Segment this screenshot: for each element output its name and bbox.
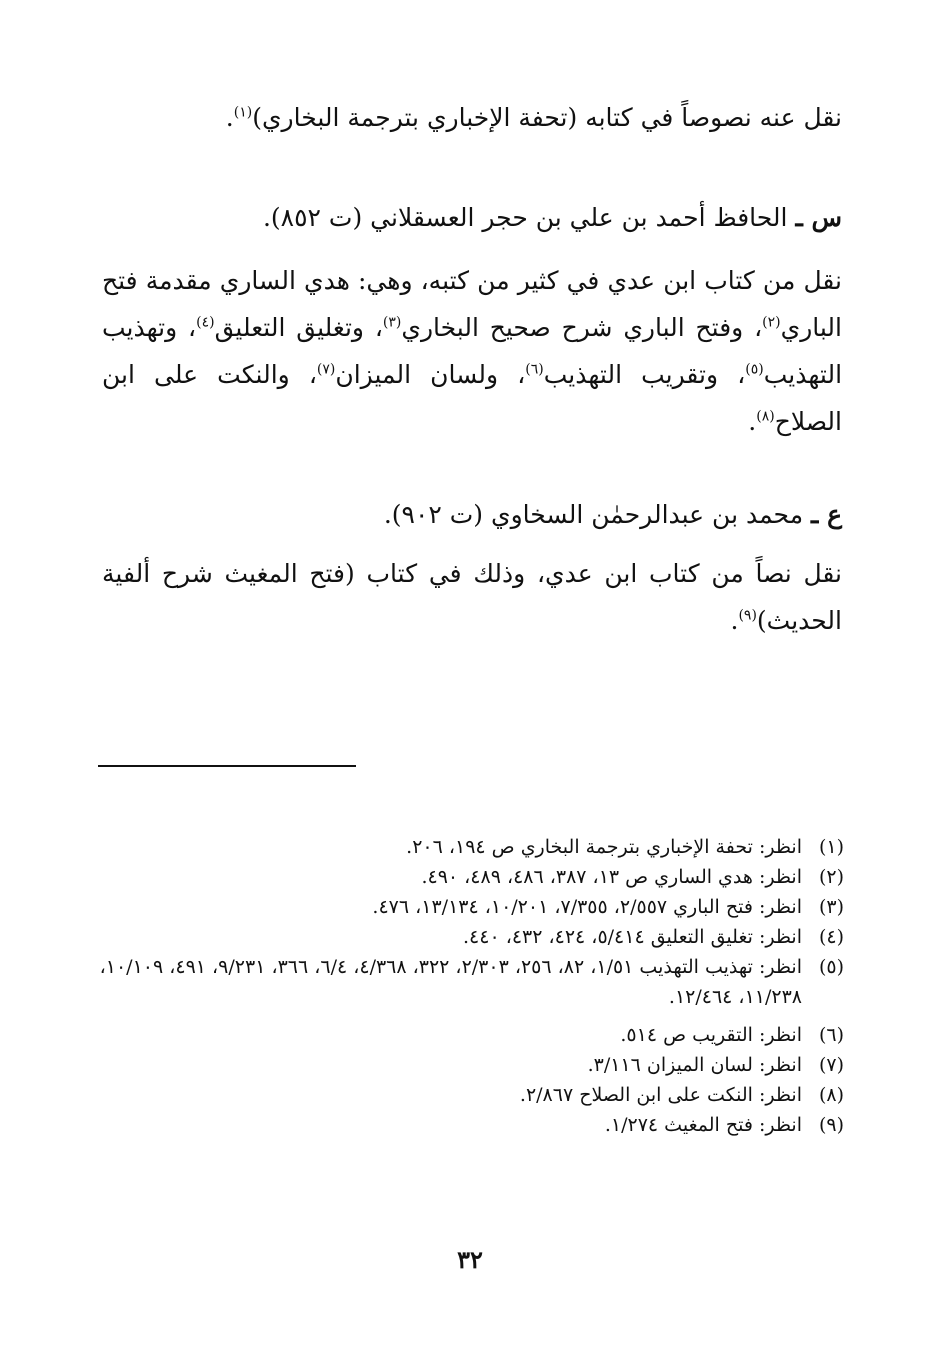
footnote-number: (٢) [818,866,844,888]
heading-ain-title: محمد بن عبدالرحمٰن السخاوي (ت ٩٠٢). [383,500,804,529]
footnote-ref-3[interactable]: (٣) [382,314,402,331]
footnote [99,1110,844,1140]
footnote-text: انظر: التقريب ص ٥١٤. [620,1024,802,1046]
para-sin-text-1: نقل من كتاب ابن عدي في كثير من كتبه، وهي: هدي الساري مقدمة فتح الباري [102,266,842,342]
footnote-text: انظر: النكت على ابن الصلاح ٢/٨٦٧. [519,1084,802,1106]
footnote-number: (٨) [818,1084,844,1106]
footnote-text: انظر: لسان الميزان ٣/١١٦. [587,1054,802,1076]
heading-ain [102,495,842,535]
para-sin-text-7: ، والنكت على ابن الصلاح [102,360,842,436]
heading-sin [102,198,842,238]
footnote-number: (٧) [818,1054,844,1076]
footnote [99,1050,844,1080]
footnote [99,952,844,1012]
para-sin-text-8: . [748,407,757,436]
footnote-number: (٣) [818,896,844,918]
footnote-number: (١) [818,836,844,858]
intro-text: نقل عنه نصوصاً في كتابه (تحفة الإخباري بترجمة البخاري) [252,103,842,132]
footnote-ref-5[interactable]: (٥) [745,361,764,378]
heading-ain-label: ع ـ [811,500,842,529]
para-ain-text-2: . [730,606,739,635]
footnote-ref-4[interactable]: (٤) [196,314,215,331]
footnote-number: (٥) [818,956,844,978]
footnote [99,832,844,862]
footnote-ref-1[interactable]: (١) [233,104,253,121]
footnote-text: انظر: تغليق التعليق ٥/٤١٤، ٤٢٤، ٤٣٢، ٤٤٠. [463,926,802,948]
footnote-number: (٤) [818,926,844,948]
heading-sin-label: س ـ [795,203,842,232]
para-ain-text-1: نقل نصاً من كتاب ابن عدي، وذلك في كتاب (فتح المغيث شرح ألفية الحديث) [102,559,842,635]
footnote-ref-8[interactable]: (٨) [756,408,775,425]
footnote-text: انظر: هدي الساري ص ١٣، ٣٨٧، ٤٨٦، ٤٨٩، ٤٩٠. [421,866,802,888]
footnote [99,1080,844,1110]
para-sin-text-6: ، ولسان الميزان [335,360,526,389]
footnote-text: انظر: تحفة الإخباري بترجمة البخاري ص ١٩٤، ٢٠٦. [406,836,802,858]
intro-end: . [225,103,234,132]
footnote-separator [98,765,356,767]
footnotes [99,832,844,1140]
para-sin-text-2: ، وفتح الباري شرح صحيح البخاري [401,313,763,342]
para-sin-text-3: ، وتغليق التعليق [214,313,383,342]
footnote-ref-7[interactable]: (٧) [316,361,336,378]
footnote [99,862,844,892]
page-number: ٣٢ [457,1245,483,1274]
para-sin-text-4: ، وتهذيب التهذيب [102,313,843,389]
intro-paragraph [102,94,842,141]
para-sin-text-5: ، وتقريب التهذيب [543,360,746,389]
footnote [99,922,844,952]
footnote-text: انظر: فتح المغيث ١/٢٧٤. [604,1114,802,1136]
footnote-ref-9[interactable]: (٩) [738,607,757,624]
footnote-text: انظر: تهذيب التهذيب ١/٥١، ٨٢، ٢٥٦، ٢/٣٠٣، ٣٢٢، ٤/٣٦٨، ٦/٤، ٣٦٦، ٩/٢٣١، ٤٩١، ١٠/١٠٩، ١١/٢٣٨، ١٢/٤٦٤. [99,956,802,1008]
paragraph-sin [102,257,842,445]
footnote-number: (٦) [818,1024,844,1046]
footnote [99,1020,844,1050]
footnote-number: (٩) [818,1114,844,1136]
footnote-ref-2[interactable]: (٢) [762,314,781,331]
paragraph-ain [102,550,842,644]
footnote [99,892,844,922]
footnote-ref-6[interactable]: (٦) [525,361,544,378]
footnote-text: انظر: فتح الباري ٢/٥٥٧، ٧/٣٥٥، ١٠/٢٠١، ١٣/١٣٤، ٤٧٦. [372,896,802,918]
heading-sin-title: الحافظ أحمد بن علي بن حجر العسقلاني (ت ٨٥٢). [262,203,788,232]
